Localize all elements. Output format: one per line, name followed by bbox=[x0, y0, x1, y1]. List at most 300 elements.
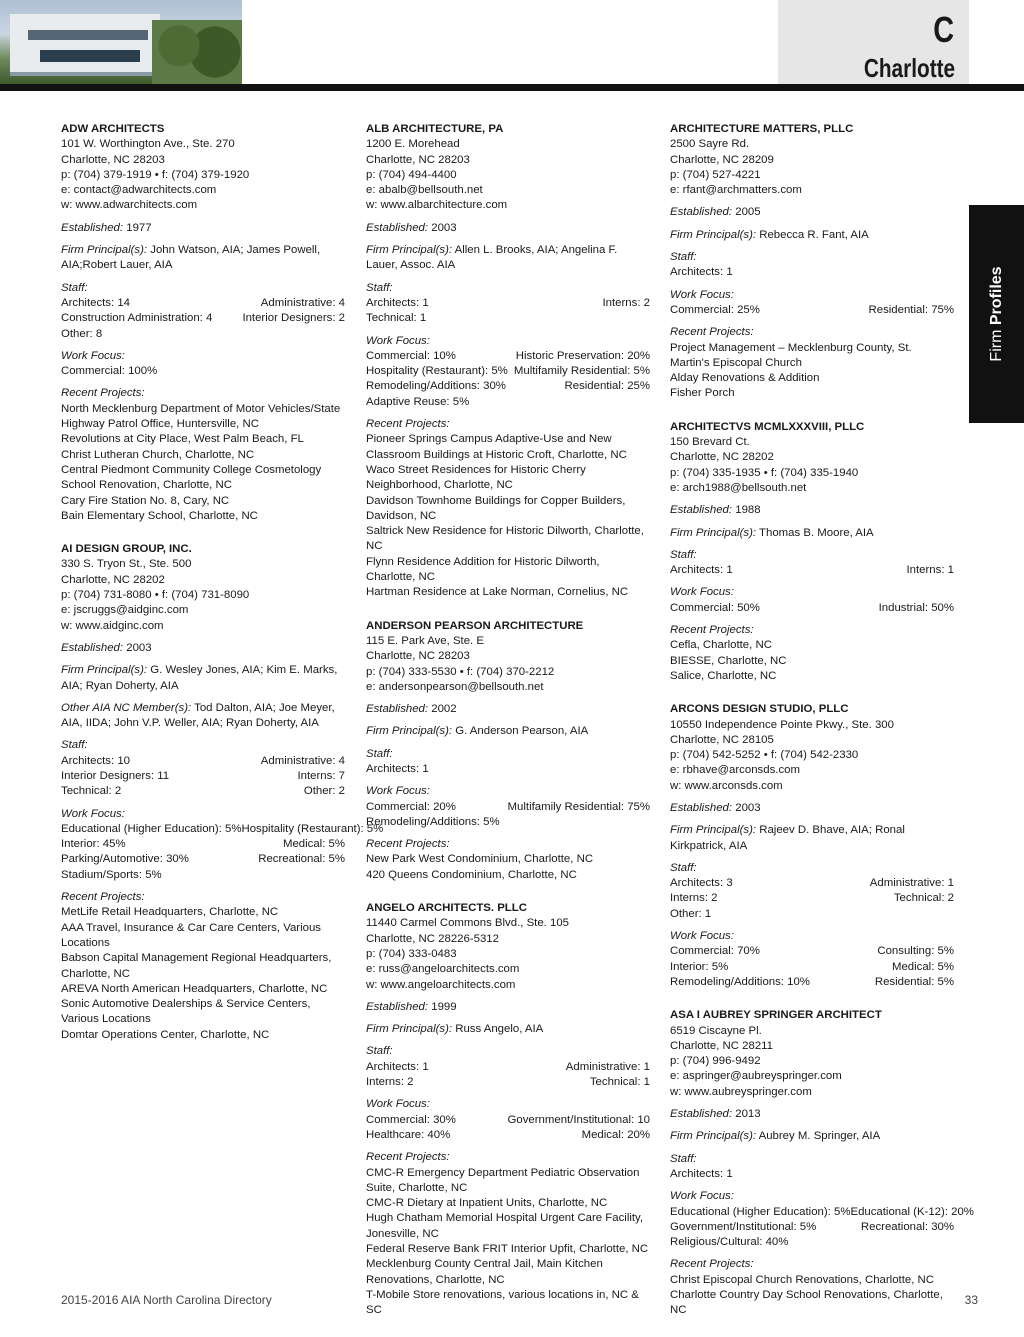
focus-row bbox=[61, 364, 345, 379]
firm-contact-line: Charlotte, NC 28202 bbox=[670, 451, 774, 464]
principals-label: Firm Principal(s): bbox=[670, 824, 757, 837]
project-item: AREVA North American Headquarters, Charlotte, NC bbox=[61, 982, 328, 995]
established-value: 2002 bbox=[431, 703, 457, 716]
established-value: 1999 bbox=[431, 1000, 457, 1013]
established-value: 2013 bbox=[735, 1108, 761, 1121]
staff-row bbox=[61, 296, 345, 311]
project-item: 420 Queens Condominium, Charlotte, NC bbox=[366, 868, 577, 881]
firm-name: ANGELO ARCHITECTS. PLLC bbox=[366, 902, 527, 915]
staff-item: Construction Administration: 4 bbox=[61, 312, 213, 325]
firm-profiles-tab bbox=[969, 205, 1024, 423]
firm-contact-line: Charlotte, NC 28209 bbox=[670, 153, 774, 166]
principals-label: Firm Principal(s): bbox=[366, 725, 453, 738]
established-label: Established: bbox=[366, 221, 429, 234]
staff-label: Staff: bbox=[61, 281, 88, 294]
focus-item: Recreational: 30% bbox=[860, 1220, 954, 1233]
focus-row bbox=[366, 815, 650, 830]
staff-row bbox=[366, 296, 650, 311]
principals-label: Firm Principal(s): bbox=[670, 526, 757, 539]
firm-name: ANDERSON PEARSON ARCHITECTURE bbox=[366, 619, 584, 632]
firm-entry bbox=[366, 619, 650, 883]
focus-row bbox=[61, 868, 345, 883]
focus-item: Remodeling/Additions: 5% bbox=[366, 815, 500, 828]
project-item: Bain Elementary School, Charlotte, NC bbox=[61, 509, 258, 522]
firm-contact-line: Charlotte, NC 28203 bbox=[61, 153, 165, 166]
staff-item: Architects: 1 bbox=[670, 1167, 733, 1180]
focus-item: Commercial: 70% bbox=[670, 945, 760, 958]
focus-label: Work Focus: bbox=[366, 1098, 430, 1111]
focus-item: Industrial: 50% bbox=[878, 601, 954, 614]
staff-item: Other: 8 bbox=[61, 327, 103, 340]
established-label: Established: bbox=[61, 641, 124, 654]
staff-item: Interior Designers: 2 bbox=[242, 312, 345, 325]
staff-item: Architects: 14 bbox=[61, 296, 131, 309]
staff-item: Administrative: 4 bbox=[260, 754, 345, 767]
firm-contact-line: Charlotte, NC 28203 bbox=[366, 650, 470, 663]
other-members-label: Other AIA NC Member(s): bbox=[61, 701, 192, 714]
firm-contact-line: 1200 E. Morehead bbox=[366, 138, 460, 151]
side-tab-text bbox=[988, 266, 1006, 361]
staff-item: Architects: 1 bbox=[670, 266, 733, 279]
staff-item: Other: 2 bbox=[303, 785, 345, 798]
focus-item: Government/Institutional: 5% bbox=[670, 1220, 817, 1233]
principals-line bbox=[670, 1129, 954, 1144]
staff-item: Technical: 1 bbox=[589, 1076, 650, 1089]
firm-contact-line: p: (704) 335-1935 • f: (704) 335-1940 bbox=[670, 466, 859, 479]
project-item: Cary Fire Station No. 8, Cary, NC bbox=[61, 494, 230, 507]
firm-contact-line: p: (704) 333-5530 • f: (704) 370-2212 bbox=[366, 665, 555, 678]
staff-item: Technical: 2 bbox=[61, 785, 122, 798]
firm-contact-line: Charlotte, NC 28203 bbox=[366, 153, 470, 166]
principals-value: Rebecca R. Fant, AIA bbox=[759, 228, 869, 241]
focus-row bbox=[61, 822, 384, 837]
staff-row bbox=[61, 327, 345, 342]
focus-item: Hospitality (Restaurant): 5% bbox=[366, 365, 508, 378]
established-line bbox=[670, 1107, 954, 1122]
staff-label: Staff: bbox=[61, 739, 88, 752]
firm-name: ARCHITECTVS MCMLXXXVIII, PLLC bbox=[670, 420, 865, 433]
footer-page-number: 33 bbox=[964, 1293, 978, 1307]
focus-row bbox=[670, 1205, 974, 1220]
project-item: T-Mobile Store renovations, various locations in, NC & SC bbox=[366, 1288, 639, 1317]
principals-value: John Watson, AIA; James Powell, AIA;Robert Lauer, AIA bbox=[61, 244, 321, 272]
projects-section bbox=[670, 623, 954, 684]
firm-contact-line: Charlotte, NC 28105 bbox=[670, 733, 774, 746]
established-line bbox=[61, 641, 345, 656]
focus-row bbox=[670, 303, 954, 318]
project-item: Alday Renovations & Addition bbox=[670, 372, 820, 385]
firm-contact-line: w: www.angeloarchitects.com bbox=[366, 978, 516, 991]
focus-item: Remodeling/Additions: 10% bbox=[670, 975, 810, 988]
footer-directory-title: 2015-2016 AIA North Carolina Directory bbox=[61, 1293, 272, 1307]
focus-row bbox=[366, 1128, 650, 1143]
principals-line bbox=[670, 228, 954, 243]
staff-item: Architects: 1 bbox=[366, 296, 429, 309]
project-item: Pioneer Springs Campus Adaptive-Use and New Classroom Buildings at Historic Croft, Charlotte, NC bbox=[366, 433, 627, 461]
side-tab-word2: Profiles bbox=[987, 266, 1005, 326]
focus-item: Commercial: 10% bbox=[366, 349, 456, 362]
project-item: Hugh Chatham Memorial Hospital Urgent Care Facility, Jonesville, NC bbox=[366, 1212, 644, 1240]
focus-row bbox=[366, 1113, 650, 1128]
established-label: Established: bbox=[366, 1000, 429, 1013]
focus-row bbox=[366, 349, 650, 364]
focus-item: Religious/Cultural: 40% bbox=[670, 1236, 789, 1249]
project-item: Davidson Townhome Buildings for Copper Builders, Davidson, NC bbox=[366, 494, 626, 522]
established-line bbox=[61, 221, 345, 236]
firm-contact-line: e: abalb@bellsouth.net bbox=[366, 184, 483, 197]
focus-section bbox=[61, 349, 345, 380]
established-line bbox=[670, 205, 954, 220]
focus-section bbox=[61, 807, 384, 883]
project-item: Christ Lutheran Church, Charlotte, NC bbox=[61, 448, 255, 461]
column-2 bbox=[366, 122, 650, 1336]
staff-item: Technical: 2 bbox=[893, 892, 954, 905]
project-item: Babson Capital Management Regional Headquarters, Charlotte, NC bbox=[61, 952, 332, 980]
staff-item: Architects: 1 bbox=[366, 1060, 429, 1073]
projects-section bbox=[670, 1257, 954, 1318]
firm-entry bbox=[670, 702, 954, 990]
project-item: Christ Episcopal Church Renovations, Charlotte, NC bbox=[670, 1273, 934, 1286]
staff-label: Staff: bbox=[670, 251, 697, 264]
established-label: Established: bbox=[670, 504, 733, 517]
projects-label: Recent Projects: bbox=[670, 326, 754, 339]
focus-item: Consulting: 5% bbox=[877, 945, 954, 958]
focus-item: Multifamily Residential: 75% bbox=[507, 800, 650, 813]
established-value: 1977 bbox=[126, 221, 152, 234]
firm-entry bbox=[61, 542, 384, 1043]
principals-line bbox=[366, 1022, 650, 1037]
staff-item: Architects: 1 bbox=[670, 564, 733, 577]
project-item: Fisher Porch bbox=[670, 387, 735, 400]
principals-line bbox=[366, 724, 650, 739]
firm-contact-line: Charlotte, NC 28202 bbox=[61, 573, 165, 586]
focus-item: Hospitality (Restaurant): 5% bbox=[241, 822, 384, 835]
focus-item: Healthcare: 40% bbox=[366, 1128, 451, 1141]
firm-contact-line: e: jscruggs@aidginc.com bbox=[61, 604, 189, 617]
staff-item: Administrative: 4 bbox=[260, 296, 345, 309]
firm-contact-line: p: (704) 379-1919 • f: (704) 379-1920 bbox=[61, 168, 250, 181]
firm-contact-line: w: www.arconsds.com bbox=[670, 779, 783, 792]
firm-entry bbox=[61, 122, 345, 524]
section-letter: C bbox=[933, 9, 954, 50]
staff-row bbox=[670, 265, 954, 280]
staff-row bbox=[670, 876, 954, 891]
project-item: Saltrick New Residence for Historic Dilworth, Charlotte, NC bbox=[366, 525, 644, 553]
focus-item: Commercial: 20% bbox=[366, 800, 456, 813]
principals-line bbox=[61, 663, 345, 694]
project-item: North Mecklenburg Department of Motor Vehicles/State Highway Patrol Office, Huntersville, NC bbox=[61, 402, 341, 431]
focus-row bbox=[670, 975, 954, 990]
header-rule bbox=[0, 84, 1024, 91]
staff-section bbox=[366, 747, 650, 778]
photo-trees bbox=[152, 20, 242, 84]
principals-line bbox=[670, 823, 954, 854]
principals-label: Firm Principal(s): bbox=[61, 664, 148, 677]
focus-row bbox=[61, 852, 345, 867]
focus-row bbox=[366, 395, 650, 410]
focus-item: Parking/Automotive: 30% bbox=[61, 853, 189, 866]
staff-item: Architects: 1 bbox=[366, 762, 429, 775]
staff-row bbox=[61, 784, 345, 799]
focus-item: Historic Preservation: 20% bbox=[515, 349, 650, 362]
established-value: 2003 bbox=[126, 641, 152, 654]
focus-item: Interior: 5% bbox=[670, 960, 729, 973]
staff-section bbox=[670, 861, 954, 922]
projects-section bbox=[670, 325, 954, 401]
focus-row bbox=[61, 837, 345, 852]
firm-contact-line: w: www.adwarchitects.com bbox=[61, 199, 198, 212]
focus-section bbox=[366, 334, 650, 410]
project-item: New Park West Condominium, Charlotte, NC bbox=[366, 853, 594, 866]
firm-contact-line: p: (704) 542-5252 • f: (704) 542-2330 bbox=[670, 749, 859, 762]
staff-item: Interns: 2 bbox=[670, 892, 718, 905]
staff-section bbox=[366, 281, 650, 327]
staff-section bbox=[670, 250, 954, 281]
established-value: 2003 bbox=[735, 801, 761, 814]
focus-item: Educational (Higher Education): 5% bbox=[61, 822, 242, 835]
project-item: Waco Street Residences for Historic Cherry Neighborhood, Charlotte, NC bbox=[366, 463, 586, 492]
project-item: Mecklenburg County Central Jail, Main Kitchen Renovations, Charlotte, NC bbox=[366, 1258, 603, 1286]
focus-label: Work Focus: bbox=[670, 586, 734, 599]
staff-row bbox=[670, 1167, 954, 1182]
principals-line bbox=[670, 526, 954, 541]
project-item: CMC-R Emergency Department Pediatric Observation Suite, Charlotte, NC bbox=[366, 1166, 640, 1194]
principals-value: Rajeev D. Bhave, AIA; Ronal Kirkpatrick, AIA bbox=[670, 824, 905, 852]
focus-row bbox=[366, 800, 650, 815]
established-line bbox=[366, 221, 650, 236]
focus-section bbox=[670, 929, 954, 990]
staff-row bbox=[61, 311, 345, 326]
focus-label: Work Focus: bbox=[670, 288, 734, 301]
established-label: Established: bbox=[670, 801, 733, 814]
principals-value: Allen L. Brooks, AIA; Angelina F. Lauer, Assoc. AIA bbox=[366, 244, 618, 272]
other-members-line bbox=[61, 701, 345, 732]
firm-entry bbox=[366, 122, 650, 601]
established-line bbox=[670, 503, 954, 518]
established-line bbox=[670, 801, 954, 816]
staff-item: Interns: 2 bbox=[602, 296, 650, 309]
project-item: AAA Travel, Insurance & Car Care Centers, Various Locations bbox=[61, 921, 321, 949]
focus-item: Recreational: 5% bbox=[258, 853, 345, 866]
staff-item: Interns: 1 bbox=[906, 564, 954, 577]
principals-value: Aubrey M. Springer, AIA bbox=[758, 1130, 881, 1143]
staff-row bbox=[61, 754, 345, 769]
projects-label: Recent Projects: bbox=[61, 387, 145, 400]
principals-label: Firm Principal(s): bbox=[366, 244, 453, 257]
established-label: Established: bbox=[366, 703, 429, 716]
projects-label: Recent Projects: bbox=[61, 891, 145, 904]
projects-section bbox=[366, 837, 650, 883]
focus-item: Medical: 20% bbox=[581, 1128, 650, 1141]
focus-row bbox=[366, 379, 650, 394]
focus-row bbox=[670, 1235, 954, 1250]
firm-contact-line: e: russ@angeloarchitects.com bbox=[366, 963, 520, 976]
firm-contact-line: 2500 Sayre Rd. bbox=[670, 138, 750, 151]
staff-section bbox=[670, 1152, 954, 1183]
focus-label: Work Focus: bbox=[670, 1190, 734, 1203]
focus-item: Stadium/Sports: 5% bbox=[61, 868, 162, 881]
project-item: Central Piedmont Community College Cosmetology School Renovation, Charlotte, NC bbox=[61, 463, 322, 492]
firm-contact-line: p: (704) 731-8080 • f: (704) 731-8090 bbox=[61, 589, 250, 602]
focus-item: Residential: 5% bbox=[874, 975, 954, 988]
principals-label: Firm Principal(s): bbox=[366, 1023, 453, 1036]
firm-entry bbox=[366, 901, 650, 1318]
staff-item: Administrative: 1 bbox=[869, 877, 954, 890]
firm-contact-line: e: andersonpearson@bellsouth.net bbox=[366, 680, 544, 693]
staff-item: Interior Designers: 11 bbox=[61, 769, 170, 782]
staff-row bbox=[61, 769, 345, 784]
firm-contact-line: e: aspringer@aubreyspringer.com bbox=[670, 1070, 842, 1083]
focus-item: Commercial: 25% bbox=[670, 303, 760, 316]
staff-row bbox=[670, 563, 954, 578]
photo-building bbox=[10, 14, 160, 76]
project-item: BIESSE, Charlotte, NC bbox=[670, 654, 787, 667]
principals-value: Thomas B. Moore, AIA bbox=[759, 526, 874, 539]
focus-section bbox=[366, 1097, 650, 1143]
focus-item: Adaptive Reuse: 5% bbox=[366, 395, 470, 408]
staff-section bbox=[670, 548, 954, 579]
staff-item: Administrative: 1 bbox=[565, 1060, 650, 1073]
firm-contact-line: p: (704) 996-9492 bbox=[670, 1055, 761, 1068]
staff-label: Staff: bbox=[366, 1045, 393, 1058]
project-item: Cefla, Charlotte, NC bbox=[670, 639, 772, 652]
firm-contact-line: p: (704) 527-4221 bbox=[670, 168, 761, 181]
established-label: Established: bbox=[670, 1108, 733, 1121]
focus-item: Remodeling/Additions: 30% bbox=[366, 380, 506, 393]
focus-row bbox=[670, 601, 954, 616]
firm-contact-line: w: www.albarchitecture.com bbox=[366, 199, 508, 212]
focus-section bbox=[670, 585, 954, 616]
firm-name: ASA I AUBREY SPRINGER ARCHITECT bbox=[670, 1009, 882, 1022]
firm-contact-line: 10550 Independence Pointe Pkwy., Ste. 300 bbox=[670, 718, 894, 731]
column-1 bbox=[61, 122, 384, 1061]
focus-item: Medical: 5% bbox=[891, 960, 954, 973]
focus-item: Educational (K-12): 20% bbox=[850, 1205, 974, 1218]
focus-item: Commercial: 50% bbox=[670, 601, 760, 614]
focus-row bbox=[670, 1220, 954, 1235]
focus-item: Government/Institutional: 10 bbox=[507, 1113, 650, 1126]
project-item: Charlotte Country Day School Renovations, Charlotte, NC bbox=[670, 1289, 943, 1317]
focus-label: Work Focus: bbox=[366, 785, 430, 798]
staff-section bbox=[61, 281, 345, 342]
focus-item: Educational (Higher Education): 5% bbox=[670, 1205, 851, 1218]
principals-label: Firm Principal(s): bbox=[670, 228, 757, 241]
focus-item: Multifamily Residential: 5% bbox=[513, 365, 650, 378]
focus-section bbox=[670, 1189, 974, 1250]
staff-label: Staff: bbox=[670, 861, 697, 874]
staff-row bbox=[366, 762, 650, 777]
firm-contact-line: w: www.aubreyspringer.com bbox=[670, 1085, 812, 1098]
firm-contact-line: e: rbhave@arconsds.com bbox=[670, 764, 800, 777]
staff-section bbox=[366, 1044, 650, 1090]
project-item: Salice, Charlotte, NC bbox=[670, 669, 777, 682]
principals-label: Firm Principal(s): bbox=[670, 1130, 757, 1143]
principals-line bbox=[61, 243, 345, 274]
staff-label: Staff: bbox=[366, 747, 393, 760]
firm-contact-line: p: (704) 333-0483 bbox=[366, 947, 457, 960]
firm-contact-line: 11440 Carmel Commons Blvd., Ste. 105 bbox=[366, 917, 570, 930]
firm-name: AI DESIGN GROUP, INC. bbox=[61, 543, 192, 556]
focus-row bbox=[670, 944, 954, 959]
projects-section bbox=[366, 1150, 650, 1318]
firm-name: ADW ARCHITECTS bbox=[61, 123, 165, 135]
projects-section bbox=[366, 417, 650, 601]
other-members-value: Tod Dalton, AIA; Joe Meyer, AIA, IIDA; John V.P. Weller, AIA; Ryan Doherty, AIA bbox=[61, 701, 335, 730]
project-item: CMC-R Dietary at Inpatient Units, Charlotte, NC bbox=[366, 1197, 608, 1210]
project-item: Project Management – Mecklenburg County, St. Martin's Episcopal Church bbox=[670, 341, 912, 369]
firm-name: ARCHITECTURE MATTERS, PLLC bbox=[670, 123, 854, 135]
staff-item: Interns: 2 bbox=[366, 1076, 414, 1089]
focus-item: Commercial: 100% bbox=[61, 365, 158, 378]
staff-row bbox=[366, 1060, 650, 1075]
firm-contact-line: e: arch1988@bellsouth.net bbox=[670, 481, 807, 494]
established-value: 1988 bbox=[735, 504, 761, 517]
staff-row bbox=[366, 1075, 650, 1090]
focus-item: Medical: 5% bbox=[282, 838, 345, 851]
established-line bbox=[366, 702, 650, 717]
header-building-photo bbox=[0, 0, 242, 84]
firm-contact-line: e: rfant@archmatters.com bbox=[670, 184, 802, 197]
projects-label: Recent Projects: bbox=[670, 624, 754, 637]
focus-item: Interior: 45% bbox=[61, 838, 126, 851]
principals-value: G. Wesley Jones, AIA; Kim E. Marks, AIA; Ryan Doherty, AIA bbox=[61, 664, 338, 692]
project-item: Hartman Residence at Lake Norman, Cornelius, NC bbox=[366, 586, 629, 599]
firm-contact-line: e: contact@adwarchitects.com bbox=[61, 184, 217, 197]
focus-section bbox=[366, 784, 650, 830]
firm-contact-line: 101 W. Worthington Ave., Ste. 270 bbox=[61, 138, 235, 151]
project-item: MetLife Retail Headquarters, Charlotte, NC bbox=[61, 906, 279, 919]
staff-item: Interns: 7 bbox=[297, 769, 345, 782]
established-value: 2005 bbox=[735, 206, 761, 219]
projects-label: Recent Projects: bbox=[366, 1151, 450, 1164]
project-item: Sonic Automotive Dealerships & Service Centers, Various Locations bbox=[61, 998, 311, 1026]
project-item: Domtar Operations Center, Charlotte, NC bbox=[61, 1028, 270, 1041]
focus-row bbox=[670, 960, 954, 975]
focus-label: Work Focus: bbox=[670, 930, 734, 943]
principals-value: G. Anderson Pearson, AIA bbox=[455, 725, 589, 738]
staff-label: Staff: bbox=[670, 1152, 697, 1165]
project-item: Revolutions at City Place, West Palm Beach, FL bbox=[61, 433, 304, 446]
firm-name: ARCONS DESIGN STUDIO, PLLC bbox=[670, 703, 849, 716]
side-tab-word1: Firm bbox=[987, 329, 1005, 362]
firm-contact-line: 330 S. Tryon St., Ste. 500 bbox=[61, 558, 192, 571]
section-city: Charlotte bbox=[863, 53, 955, 83]
firm-contact-line: Charlotte, NC 28226-5312 bbox=[366, 932, 499, 945]
firm-contact-line: 6519 Ciscayne Pl. bbox=[670, 1024, 762, 1037]
firm-contact-line: w: www.aidginc.com bbox=[61, 619, 164, 632]
projects-label: Recent Projects: bbox=[366, 418, 450, 431]
staff-label: Staff: bbox=[366, 281, 393, 294]
projects-section bbox=[61, 386, 345, 524]
firm-name: ALB ARCHITECTURE, PA bbox=[366, 123, 504, 135]
staff-label: Staff: bbox=[670, 548, 697, 561]
project-item: Flynn Residence Addition for Historic Dilworth, Charlotte, NC bbox=[366, 555, 600, 584]
staff-item: Architects: 10 bbox=[61, 754, 131, 767]
staff-row bbox=[670, 891, 954, 906]
established-value: 2003 bbox=[431, 221, 457, 234]
established-label: Established: bbox=[61, 221, 124, 234]
focus-label: Work Focus: bbox=[61, 807, 125, 820]
projects-section bbox=[61, 890, 345, 1043]
staff-item: Other: 1 bbox=[670, 907, 712, 920]
focus-label: Work Focus: bbox=[366, 334, 430, 347]
projects-label: Recent Projects: bbox=[366, 838, 450, 851]
column-3 bbox=[670, 122, 974, 1337]
focus-row bbox=[366, 364, 650, 379]
focus-item: Commercial: 30% bbox=[366, 1113, 456, 1126]
staff-item: Technical: 1 bbox=[366, 312, 427, 325]
projects-label: Recent Projects: bbox=[670, 1258, 754, 1271]
